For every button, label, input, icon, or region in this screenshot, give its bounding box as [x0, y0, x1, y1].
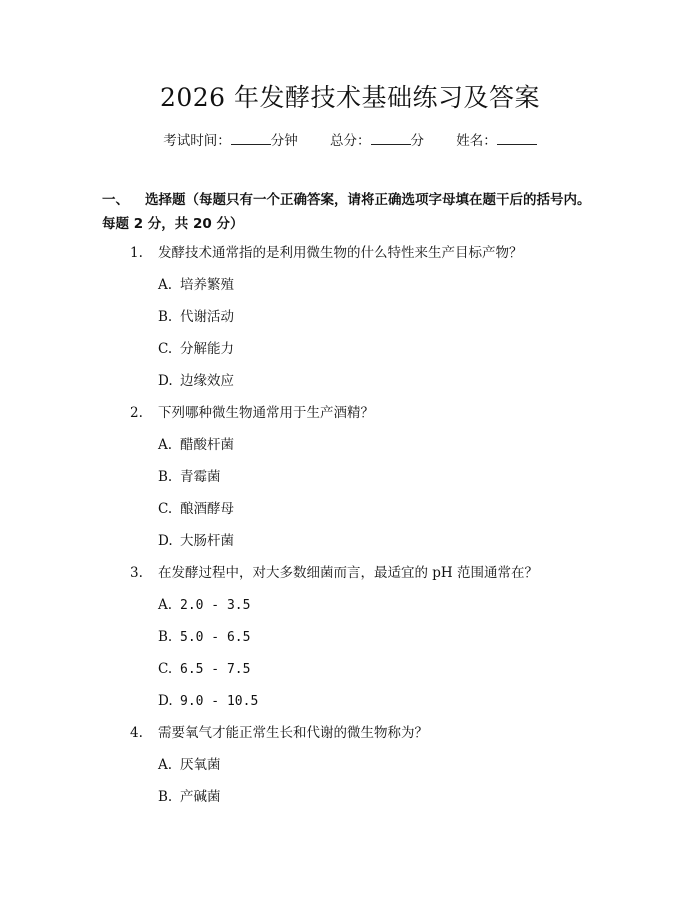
question-3-option-d	[158, 691, 258, 712]
question-number: 3.	[130, 565, 143, 581]
option-letter: B.	[158, 469, 173, 485]
option-text: 酿酒酵母	[180, 501, 234, 517]
total-score-blank	[371, 130, 411, 145]
question-3-option-b	[158, 627, 250, 648]
question-2-option-b	[158, 467, 221, 487]
question-1-option-d	[158, 371, 234, 391]
question-3-option-c	[158, 659, 250, 680]
question-3	[130, 563, 538, 583]
exam-time-blank	[231, 130, 271, 145]
option-text: 厌氧菌	[180, 757, 221, 773]
question-number: 2.	[130, 405, 143, 421]
document-title: 2026 年发酵技术基础练习及答案	[159, 83, 541, 112]
question-2-option-c	[158, 499, 234, 519]
question-1-option-a	[158, 275, 234, 295]
option-text: 边缘效应	[180, 373, 234, 389]
option-letter: C.	[158, 341, 173, 357]
total-score-label: 总分：	[330, 133, 371, 149]
option-letter: D.	[158, 373, 173, 389]
option-letter: D.	[158, 533, 173, 549]
question-1	[130, 243, 523, 263]
section-heading-line2: 每题 2 分，共 20 分）	[102, 216, 244, 232]
option-text: 代谢活动	[180, 309, 234, 325]
option-letter: B.	[158, 629, 173, 645]
option-text: 6.5 - 7.5	[180, 662, 251, 677]
student-name-label: 姓名：	[456, 133, 497, 149]
question-1-option-b	[158, 307, 234, 327]
section-heading-line1: 选择题（每题只有一个正确答案，请将正确选项字母填在题干后的括号内。	[145, 192, 591, 208]
exam-time-label: 考试时间：	[163, 133, 231, 149]
question-4-option-b	[158, 787, 221, 807]
option-text: 5.0 - 6.5	[180, 630, 251, 645]
option-text: 青霉菌	[180, 469, 221, 485]
question-4	[130, 723, 428, 743]
question-text: 发酵技术通常指的是利用微生物的什么特性来生产目标产物？	[158, 245, 523, 261]
option-letter: A.	[158, 277, 173, 293]
question-text: 需要氧气才能正常生长和代谢的微生物称为？	[158, 725, 428, 741]
exam-time-field	[163, 130, 298, 151]
option-letter: A.	[158, 437, 173, 453]
question-number: 4.	[130, 725, 143, 741]
section-number: 一、	[102, 192, 129, 208]
question-number: 1.	[130, 245, 143, 261]
option-letter: C.	[158, 661, 173, 677]
option-letter: C.	[158, 501, 173, 517]
question-text: 在发酵过程中，对大多数细菌而言，最适宜的 pH 范围通常在？	[158, 565, 538, 581]
question-3-option-a	[158, 595, 250, 616]
option-text: 9.0 - 10.5	[180, 694, 259, 709]
option-text: 培养繁殖	[180, 277, 234, 293]
question-2-option-d	[158, 531, 234, 551]
exam-meta-line	[0, 130, 700, 151]
option-text: 大肠杆菌	[180, 533, 234, 549]
option-letter: A.	[158, 757, 173, 773]
question-1-option-c	[158, 339, 234, 359]
student-name-field	[456, 130, 537, 151]
option-letter: B.	[158, 309, 173, 325]
total-score-field	[330, 130, 424, 151]
option-text: 醋酸杆菌	[180, 437, 234, 453]
option-letter: D.	[158, 693, 173, 709]
question-text: 下列哪种微生物通常用于生产酒精？	[158, 405, 374, 421]
option-text: 2.0 - 3.5	[180, 598, 251, 613]
exam-time-unit: 分钟	[270, 133, 298, 149]
option-text: 产碱菌	[180, 789, 221, 805]
total-score-unit: 分	[410, 133, 424, 149]
option-text: 分解能力	[180, 341, 234, 357]
section-heading	[102, 188, 602, 236]
question-2-option-a	[158, 435, 234, 455]
question-4-option-a	[158, 755, 221, 775]
student-name-blank	[497, 130, 537, 145]
option-letter: B.	[158, 789, 173, 805]
question-2	[130, 403, 374, 423]
option-letter: A.	[158, 597, 173, 613]
